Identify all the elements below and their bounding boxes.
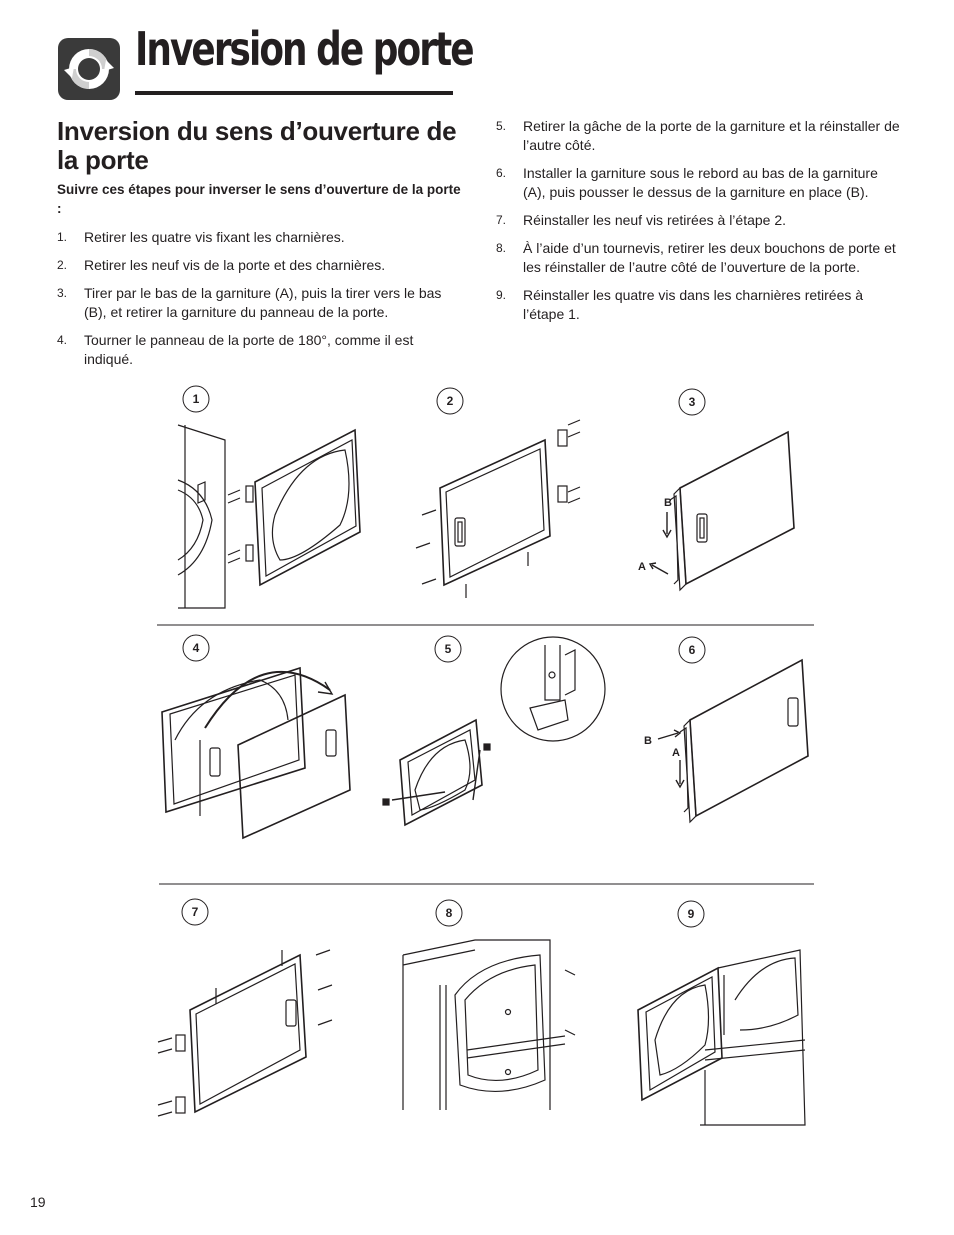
step-text: Installer la garniture sous le rebord au bas de la garniture (A), puis pousser le dessus de la garniture en place (B). [523,165,878,200]
section-title: Inversion du sens d’ouverture de la porte [57,116,457,175]
step-item: 6. Installer la garniture sous le rebord au bas de la garniture (A), puis pousser le dessus de la garniture en place (B). [496,165,878,200]
figure-number-7 [182,899,208,925]
svg-text:9: 9 [687,907,695,921]
step-text: À l’aide d’un tournevis, retirer les deux bouchons de porte et les réinstaller de l’autre côté de l’ouverture de la porte. [523,240,896,275]
step-item: 1. Retirer les quatre vis fixant les charnières. [57,229,345,245]
intro-text: Suivre ces étapes pour inverser le sens d’ouverture de la porte : [57,182,461,216]
step-text: Réinstaller les neuf vis retirées à l’étape 2. [523,212,787,228]
step-item: 7. Réinstaller les neuf vis retirées à l’étape 2. [496,212,787,228]
svg-text:7: 7 [191,905,199,919]
svg-text:B: B [644,735,652,747]
step-text: Retirer la gâche de la porte de la garniture et la réinstaller de l’autre côté. [523,118,900,153]
figure-number-5 [435,636,461,662]
step-item: 9. Réinstaller les quatre vis dans les charnières retirées à l’étape 1. [496,287,864,322]
step-item: 8. À l’aide d’un tournevis, retirer les deux bouchons de porte et les réinstaller de l’autre côté de l’ouverture de la porte. [496,240,896,275]
figure-number-6 [679,637,705,663]
figure-6-drawing [644,660,808,822]
step-text: Réinstaller les quatre vis dans les charnières retirées à l’étape 1. [523,287,864,322]
figure-4-drawing [162,668,350,838]
svg-text:2: 2 [446,394,454,408]
page-title: Inversion de porte [135,22,473,76]
svg-text:8: 8 [445,906,453,920]
svg-text:A: A [672,747,680,759]
step-item: 2. Retirer les neuf vis de la porte et des charnières. [57,257,386,273]
step-text: Retirer les quatre vis fixant les charnières. [84,229,345,245]
figure-9-drawing [638,950,805,1125]
svg-text:4: 4 [192,641,200,655]
figure-5-drawing [383,637,605,825]
page-number: 19 [30,1194,46,1210]
figure-number-4 [183,635,209,661]
svg-text:1: 1 [192,392,200,406]
step-text: Tourner le panneau de la porte de 180°, comme il est indiqué. [84,332,414,367]
svg-text:B: B [664,497,672,509]
figure-number-9 [678,901,704,927]
figure-number-2 [437,388,463,414]
figure-number-1 [183,386,209,412]
step-text: Tirer par le bas de la garniture (A), puis la tirer vers le bas (B), et retirer la garniture du panneau de la porte. [84,285,442,320]
figure-1-drawing [178,425,360,608]
figure-8-drawing [403,940,575,1110]
figure-number-3 [679,389,705,415]
step-item: 5. Retirer la gâche de la porte de la garniture et la réinstaller de l’autre côté. [496,118,900,153]
figure-7-drawing [158,950,332,1116]
step-item: 4. Tourner le panneau de la porte de 180°, comme il est indiqué. [57,332,414,367]
svg-text:5: 5 [444,642,452,656]
figure-3-drawing [638,432,794,590]
figure-2-drawing [416,420,580,598]
step-item: 3. Tirer par le bas de la garniture (A), puis la tirer vers le bas (B), et retirer la garniture du panneau de la porte. [57,285,442,320]
step-text: Retirer les neuf vis de la porte et des charnières. [84,257,386,273]
svg-text:A: A [638,561,646,573]
figure-number-8 [436,900,462,926]
svg-text:6: 6 [688,643,696,657]
svg-text:3: 3 [688,395,696,409]
